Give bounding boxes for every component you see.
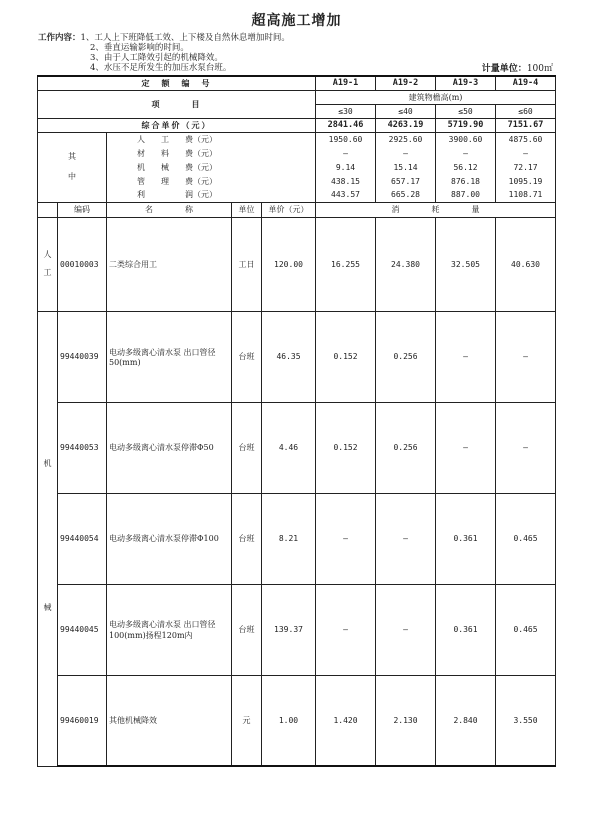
measure-unit-label: 计量单位： [481, 64, 527, 74]
row-value: 0.152 [316, 311, 376, 402]
height-range-2: ≤40 [376, 104, 436, 118]
work-content-line-1: 1、工人上下班降低工效、上下楼及自然休息增加时间。 [80, 33, 290, 43]
row-value: 0.465 [496, 584, 556, 675]
cost-value: 72.17 [496, 160, 556, 174]
consumption-column-header: 消 耗 量 [316, 202, 556, 217]
row-code: 99440039 [58, 311, 107, 402]
row-name: 电动多级离心清水泵 出口管径100(mm)扬程120m内 [107, 584, 232, 675]
row-name: 电动多级离心清水泵停滞Φ50 [107, 402, 232, 493]
row-name: 电动多级离心清水泵停滞Φ100 [107, 493, 232, 584]
cost-label-material: 材 料 费（元） [107, 146, 316, 160]
row-value: 1.420 [316, 675, 376, 766]
row-value: — [436, 311, 496, 402]
cost-value: — [316, 146, 376, 160]
building-height-row [38, 90, 556, 104]
cost-value: 4875.60 [496, 132, 556, 146]
cost-value: 1950.60 [316, 132, 376, 146]
cost-row [38, 188, 556, 202]
row-unit: 台班 [232, 493, 262, 584]
row-price: 8.21 [262, 493, 316, 584]
item-label: 项 目 [38, 90, 316, 118]
work-content-line-2: 2、垂直运输影响的时间。 [90, 43, 189, 53]
cost-group-label: 其 中 [38, 132, 107, 202]
cost-value: 2925.60 [376, 132, 436, 146]
machine-category-label: 机 械 [38, 311, 58, 766]
cost-row [38, 146, 556, 160]
composite-price-1: 2841.46 [316, 118, 376, 132]
row-code: 99440053 [58, 402, 107, 493]
cost-value: 876.18 [436, 174, 496, 188]
page-title: 超高施工增加 [251, 13, 342, 29]
work-content-line-3: 3、由于人工降效引起的机械降效。 [90, 53, 223, 63]
cost-value: 657.17 [376, 174, 436, 188]
row-value: 16.255 [316, 217, 376, 311]
row-price: 120.00 [262, 217, 316, 311]
composite-price-label: 综合单价（元） [38, 118, 316, 132]
cost-row [38, 174, 556, 188]
work-content [38, 33, 290, 73]
cost-label-labor: 人 工 费（元） [107, 132, 316, 146]
quota-table [37, 75, 556, 767]
row-value: 0.152 [316, 402, 376, 493]
row-name: 其他机械降效 [107, 675, 232, 766]
unit-column-header: 单位 [232, 202, 262, 217]
cost-value: 3900.60 [436, 132, 496, 146]
row-unit: 台班 [232, 584, 262, 675]
table-row [38, 402, 556, 493]
row-unit: 台班 [232, 402, 262, 493]
code-column-header: 编码 [58, 202, 107, 217]
height-range-3: ≤50 [436, 104, 496, 118]
composite-price-2: 4263.19 [376, 118, 436, 132]
row-value: — [496, 402, 556, 493]
row-code: 99460019 [58, 675, 107, 766]
row-value: — [436, 402, 496, 493]
price-column-header: 单价（元） [262, 202, 316, 217]
labor-category-label: 人 工 [38, 217, 58, 311]
quota-code-row [38, 76, 556, 90]
cost-value: — [376, 146, 436, 160]
cost-row [38, 160, 556, 174]
row-value: 0.256 [376, 402, 436, 493]
row-value: 0.256 [376, 311, 436, 402]
cost-value: 665.28 [376, 188, 436, 202]
table-row [38, 675, 556, 766]
row-value: 0.361 [436, 584, 496, 675]
category-column-header [38, 202, 58, 217]
composite-price-4: 7151.67 [496, 118, 556, 132]
cost-label-management: 管 理 费（元） [107, 174, 316, 188]
cost-value: 887.00 [436, 188, 496, 202]
row-code: 99440054 [58, 493, 107, 584]
cost-value: — [436, 146, 496, 160]
work-content-label: 工作内容： [38, 33, 81, 43]
row-value: — [316, 493, 376, 584]
composite-price-3: 5719.90 [436, 118, 496, 132]
cost-value: 56.12 [436, 160, 496, 174]
table-row [38, 217, 556, 311]
name-column-header: 名 称 [107, 202, 232, 217]
cost-label-machine: 机 械 费（元） [107, 160, 316, 174]
row-name: 二类综合用工 [107, 217, 232, 311]
quota-code-3: A19-3 [436, 76, 496, 90]
cost-value: 443.57 [316, 188, 376, 202]
table-row [38, 311, 556, 402]
detail-header-row [38, 202, 556, 217]
quota-code-1: A19-1 [316, 76, 376, 90]
measure-unit-value: 100㎡ [526, 64, 553, 74]
row-value: 3.550 [496, 675, 556, 766]
row-value: — [316, 584, 376, 675]
row-code: 99440045 [58, 584, 107, 675]
row-value: — [496, 311, 556, 402]
row-value: 24.380 [376, 217, 436, 311]
quota-no-label: 定 额 编 号 [38, 76, 316, 90]
height-range-4: ≤60 [496, 104, 556, 118]
cost-label-profit: 利 润（元） [107, 188, 316, 202]
building-height-label: 建筑物檐高(m) [316, 90, 556, 104]
work-content-line-4: 4、水压不足所发生的加压水泵台班。 [90, 63, 232, 73]
row-price: 1.00 [262, 675, 316, 766]
cost-value: 1108.71 [496, 188, 556, 202]
quota-code-4: A19-4 [496, 76, 556, 90]
height-range-1: ≤30 [316, 104, 376, 118]
cost-row [38, 132, 556, 146]
row-value: — [376, 584, 436, 675]
row-unit: 元 [232, 675, 262, 766]
row-unit: 工日 [232, 217, 262, 311]
row-value: 2.130 [376, 675, 436, 766]
cost-value: 438.15 [316, 174, 376, 188]
measure-unit [482, 61, 553, 74]
table-row [38, 584, 556, 675]
composite-price-row [38, 118, 556, 132]
row-price: 46.35 [262, 311, 316, 402]
cost-value: 15.14 [376, 160, 436, 174]
row-price: 139.37 [262, 584, 316, 675]
table-row [38, 493, 556, 584]
row-value: 32.505 [436, 217, 496, 311]
row-value: 40.630 [496, 217, 556, 311]
cost-value: — [496, 146, 556, 160]
row-unit: 台班 [232, 311, 262, 402]
row-value: — [376, 493, 436, 584]
cost-value: 1095.19 [496, 174, 556, 188]
row-value: 2.840 [436, 675, 496, 766]
row-price: 4.46 [262, 402, 316, 493]
quota-code-2: A19-2 [376, 76, 436, 90]
row-name: 电动多级离心清水泵 出口管径50(mm) [107, 311, 232, 402]
row-value: 0.465 [496, 493, 556, 584]
row-value: 0.361 [436, 493, 496, 584]
cost-value: 9.14 [316, 160, 376, 174]
row-code: 00010003 [58, 217, 107, 311]
